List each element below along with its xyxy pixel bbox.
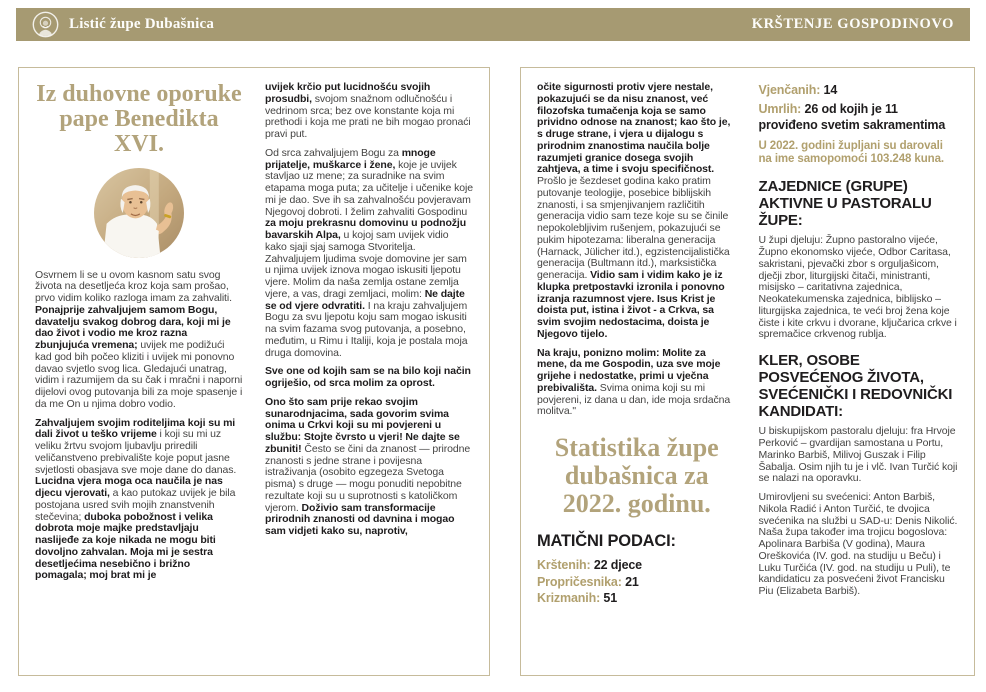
header-bar [16, 8, 970, 41]
testament-title: Iz duhovne oporuke pape Benedikta XVI. [36, 81, 242, 158]
stat-value: 26 od kojih je 11 proviđeno svetim sakramentima [758, 101, 946, 132]
donation-note: U 2022. godini župljani su darovali na ime samopomoći 103.248 kuna. [758, 139, 944, 166]
testament-paragraph: Zahvaljujem svojim roditeljima koji su mi dali život u teško vrijeme i koji su mi uz veliku žrtvu svojom ljubavlju priredili veličanstveno prebivalište koje poput jasne svjetlosti obasjava sve moje dane do danas. Lucidna vjera moga oca naučila je nas djecu vjerovati, a kao putokaz uvijek je bila postojana usred svih mojih znanstvenih stečevina; duboka pobožnost i velika dobrota moje majke predstavljaju naslijeđe za koje nikada ne mogu biti dovoljno zahvalan. Moja mi je sestra desetljećima nesebično i brižno pomagala; moj brat mi je [35, 416, 237, 582]
stat-label: Vjenčanih: [758, 83, 821, 97]
statistics-column-2 [759, 78, 959, 667]
testament-column-2 [265, 78, 473, 667]
stat-value: 22 djece [593, 558, 642, 573]
testament-paragraph: Sve one od kojih sam se na bilo koji način ogriješio, od srca molim za oprost. [265, 365, 471, 389]
stat-label: Propričesnika: [537, 574, 622, 589]
statistics-column-1 [537, 78, 737, 667]
clergy-heading: KLER, OSOBE POSVEĆENOG ŽIVOTA, SVEĆENIČKI I REDOVNIČKI KANDIDATI: [758, 352, 953, 420]
stat-value: 14 [823, 83, 838, 97]
stat-row-krizmanih [537, 590, 737, 607]
testament-paragraph: uvijek krčio put lucidnošću svojih prosudbi, svojom snažnom odlučnošću i vedrinom srca; bez ove konstante koja mi prethodi i koja me prati ne bih mogao pronaći pravi put. [265, 81, 471, 140]
stat-label: Krštenih: [537, 558, 591, 573]
stat-value: 51 [603, 591, 618, 606]
statistics-box [520, 67, 975, 676]
testament-paragraph: Na kraju, ponizno molim: Molite za mene, da me Gospodin, uza sve moje grijehe i nedostatke, primi u vječna prebivališta. Svima onima koji su mi povjereni, iz dana u dan, ide moja srdačna molitva." [537, 346, 731, 418]
clergy-paragraph: U biskupijskom pastoralu djeluju: fra Hrvoje Perković – gvardijan samostana u Portu, Marinko Barbiš, Milivoj Guszak i Filip Šabalja. Osim njih tu je i vlč. Ivan Turčić koji se nalazi na oporavku. [758, 425, 958, 485]
groups-heading: ZAJEDNICE (GRUPE) AKTIVNE U PASTORALU ŽUPE: [758, 178, 932, 229]
stat-label: Umrlih: [758, 101, 802, 116]
newsletter-brand: Listić župe Dubašnica [69, 16, 215, 32]
groups-paragraph: U župi djeluju: Župno pastoralno vijeće, Župno ekonomsko vijeće, Odbor Caritasa, sakristani, pjevački zbor s orguljašicom, dječji zbor, liturgijski čitači, ministranti, misijsko – caritativna zajednica, Neokatekumenska zajednica, biblijsko – liturgijska zajednica, te veći broj žena koje čiste i kite crkvu i dvorane, ključarica crkve i spremačice crkvenog rublja. [758, 234, 957, 341]
stat-value: 21 [625, 574, 639, 589]
issue-title: KRŠTENJE GOSPODINOVO [751, 16, 954, 32]
testament-paragraph: Od srca zahvaljujem Bogu za mnoge prijatelje, muškarce i žene, koje je uvijek stavljao uz mene; za suradnike na svim etapama moga puta; za učitelje i učenike koje mi je dao. Sve ih sa zahvalnošću povjeravam Njegovoj dobroti. I želim zahvaliti Gospodinu za moju prekrasnu domovinu u podnožju bavarskih Alpa, u kojoj sam uvijek vidio kako sjaji sjaj samoga Stvoritelja. Zahvaljujem ljudima svoje domovine jer sam u njima uvijek iznova mogao iskusiti ljepotu vjere. Molim da naša zemlja ostane zemlja vjere, a vas, dragi zemljaci, molim: Ne dajte se od vjere odvratiti. I na kraju zahvaljujem Bogu za svu ljepotu koju sam mogao iskusiti na svim fazama svog putovanja, a posebno, međutim, u Rimu i Italiji, koja je postala moja druga domovina. [265, 146, 473, 359]
stat-row-vjencanih [759, 78, 959, 99]
stat-row-krstenih [537, 557, 737, 574]
testament-column-1 [35, 78, 243, 667]
testament-paragraph: Osvrnem li se u ovom kasnom satu svog života na desetljeća kroz koja sam prošao, prvo vidim koliko razloga imam za zahvaliti. Ponajprije zahvaljujem samom Bogu, davatelju svakog dobrog dara, koji mi je dao život i vodio me kroz razna zbunjujuća vremena; uvijek me podižući kad god bih počeo kliziti i uvijek mi ponovno davao svjetlo svog lica. Gledajući unatrag, vidim i razumijem da su čak i mračni i naporni dijelovi ovog putovanja bili za moje spasenje i da me On u njima dobro vodio. [35, 268, 243, 410]
clergy-paragraph: Umirovljeni su svećenici: Anton Barbiš, Nikola Radić i Anton Turčić, te dvojica svećenika na službi u SAD-u: Denis Nikolić. Naša župa također ima trojicu bogoslova: Apolinara Barbiša (V godina), Maura Oreškovića (IV. god. na studiju u Beču) i Luku Turčića (IV. god. na studiju u Puli), te kandidaticu za posvećeni život Francisku Piu (Elizabeta Barbiš). [758, 491, 958, 598]
saint-logo-icon [32, 11, 59, 38]
stat-row-propricesnika [537, 574, 737, 591]
pope-benedict-xvi-photo [94, 168, 184, 258]
testament-paragraph: Ono što sam prije rekao svojim sunarodnjacima, sada govorim svima onima u Crkvi koji su mi povjereni u službu: Stojte čvrsto u vjeri! Ne dajte se zbuniti! Često se čini da znanost — prirodne znanosti s jedne strane i povijesna istraživanja (osobito egzegeza Svetoga pisma) s druge — mogu ponuditi nepobitne rezultate koji su u suprotnosti s katoličkom vjerom. Doživio sam transformacije prirodnih znanosti od davnina i mogao sam vidjeti kako su, naprotiv, [265, 395, 471, 537]
stat-label: Krizmanih: [537, 591, 601, 606]
stat-row-umrlih [759, 101, 959, 134]
civil-records-heading: MATIČNI PODACI: [537, 532, 676, 551]
statistics-title: Statistika župe dubašnica za 2022. godinu. [554, 433, 719, 519]
testament-paragraph: očite sigurnosti protiv vjere nestale, pokazujući se da nisu znanost, već filozofska tumačenja koja se samo prividno odnose na znanost; kao što je, s druge strane, i vjera u dijalogu s prirodnim znanostima naučila bolje razumjeti granice dosega svojih zahtjeva, a time i svoju specifičnost. Prošlo je šezdeset godina kako pratim putovanje teologije, posebice biblijskih znanosti, i sa smjenjivanjem različitih generacija vidio sam teze koje su se činile nepokolebljivim rušenjem, pokazujući se pukim hipotezama: liberalna generacija (Harnack, Jülicher itd.), egzistencijalistička generacija (Bultmann itd.), marksistička generacija. Vidio sam i vidim kako je iz klupka pretpostavki izronila i ponovno izranja razumnost vjere. Isus Krist je doista put, istina i život - a Crkva, sa svim svojim nedostacima, doista je Njegovo tijelo. [537, 81, 731, 340]
content-area [18, 67, 975, 676]
testament-box [18, 67, 490, 676]
